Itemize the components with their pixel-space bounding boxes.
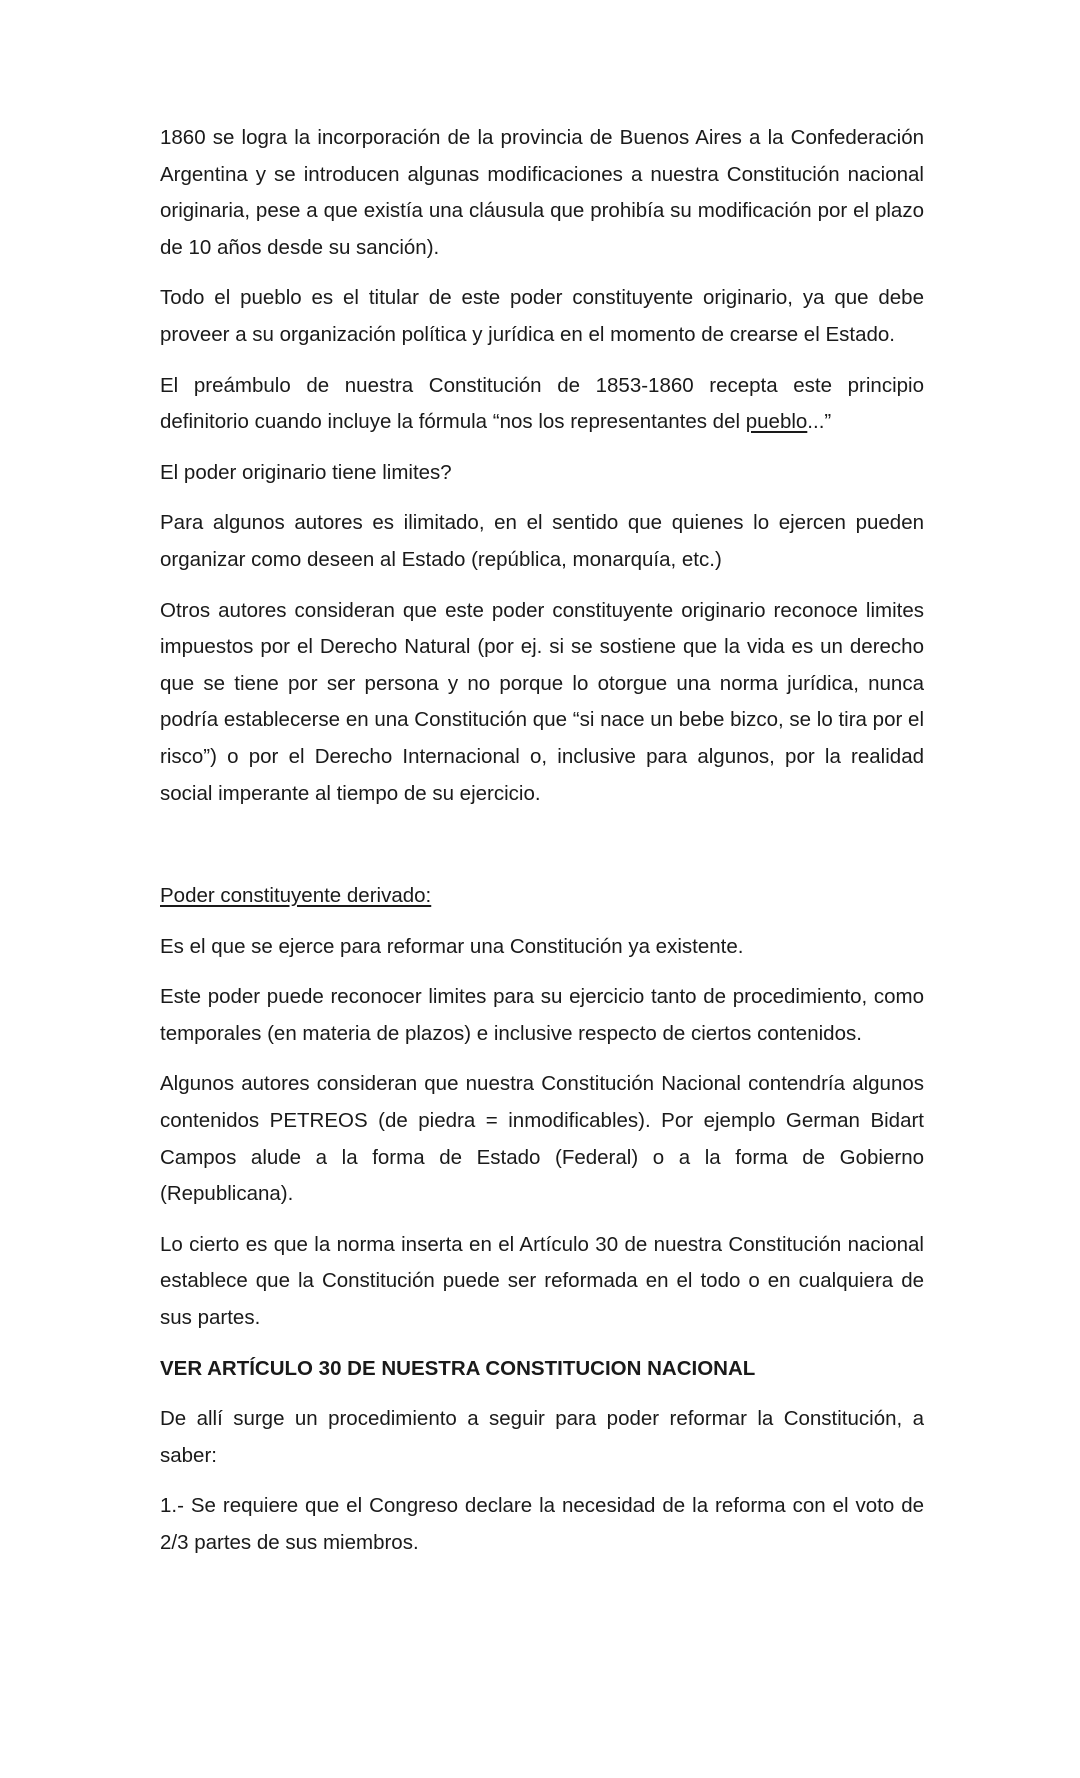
blank-spacer: [160, 826, 924, 878]
section-title-text: Poder constituyente derivado:: [160, 884, 432, 908]
document-page: [160, 120, 924, 1576]
pueblo-underlined: pueblo: [745, 410, 808, 434]
paragraph-preambulo: [160, 368, 924, 441]
paragraph-limites-derivado: Este poder puede reconocer limites para su ejercicio tanto de procedimiento, como temporales (en materia de plazos) e inclusive respecto de ciertos contenidos.: [160, 985, 924, 1045]
paragraph-definition-derivado: Es el que se ejerce para reformar una Constitución ya existente.: [160, 934, 744, 958]
paragraph-petreos: Algunos autores consideran que nuestra Constitución Nacional contendría algunos contenidos PETREOS (de piedra = inmodificables). Por ejemplo German Bidart Campos alude a la forma de Estado (Federal) o a la forma de Gobierno (Republicana).: [160, 1072, 924, 1206]
paragraph-derecho-natural: Otros autores consideran que este poder constituyente originario reconoce limites impuestos por el Derecho Natural (por ej. si se sostiene que la vida es un derecho que se tiene por ser persona y no porque lo otorgue una norma jurídica, nunca podría establecerse en una Constitución que “si nace un bebe bizco, se lo tira por el risco”) o por el Derecho Internacional o, inclusive para algunos, por la realidad social imperante al tiempo de su ejercicio.: [160, 598, 924, 805]
paragraph-step-1: 1.- Se requiere que el Congreso declare la necesidad de la reforma con el voto de 2/3 partes de sus miembros.: [160, 1494, 924, 1554]
paragraph-ilimitado: Para algunos autores es ilimitado, en el sentido que quienes lo ejercen pueden organizar como deseen al Estado (república, monarquía, etc.): [160, 511, 924, 571]
section-title-derivado: [160, 878, 924, 915]
preambulo-text: El preámbulo de nuestra Constitución de 1853-1860 recepta este principio definitorio cuando incluye la fórmula “nos los representantes del: [160, 373, 924, 434]
preambulo-ending: ...”: [807, 410, 832, 434]
paragraph-procedimiento: De allí surge un procedimiento a seguir para poder reformar la Constitución, a saber:: [160, 1407, 924, 1467]
paragraph-articulo-30: Lo cierto es que la norma inserta en el Artículo 30 de nuestra Constitución nacional establece que la Constitución puede ser reformada en el todo o en cualquiera de sus partes.: [160, 1232, 924, 1330]
paragraph-question-limits: El poder originario tiene limites?: [160, 460, 452, 484]
paragraph-titular-poder: Todo el pueblo es el titular de este poder constituyente originario, ya que debe proveer a su organización política y jurídica en el momento de crearse el Estado.: [160, 286, 924, 346]
paragraph-1860-incorporation: 1860 se logra la incorporación de la provincia de Buenos Aires a la Confederación Argentina y se introducen algunas modificaciones a nuestra Constitución nacional originaria, pese a que existía una cláusula que prohibía su modificación por el plazo de 10 años desde su sanción).: [160, 126, 924, 259]
bold-heading-articulo-30: VER ARTÍCULO 30 DE NUESTRA CONSTITUCION NACIONAL: [160, 1356, 756, 1380]
